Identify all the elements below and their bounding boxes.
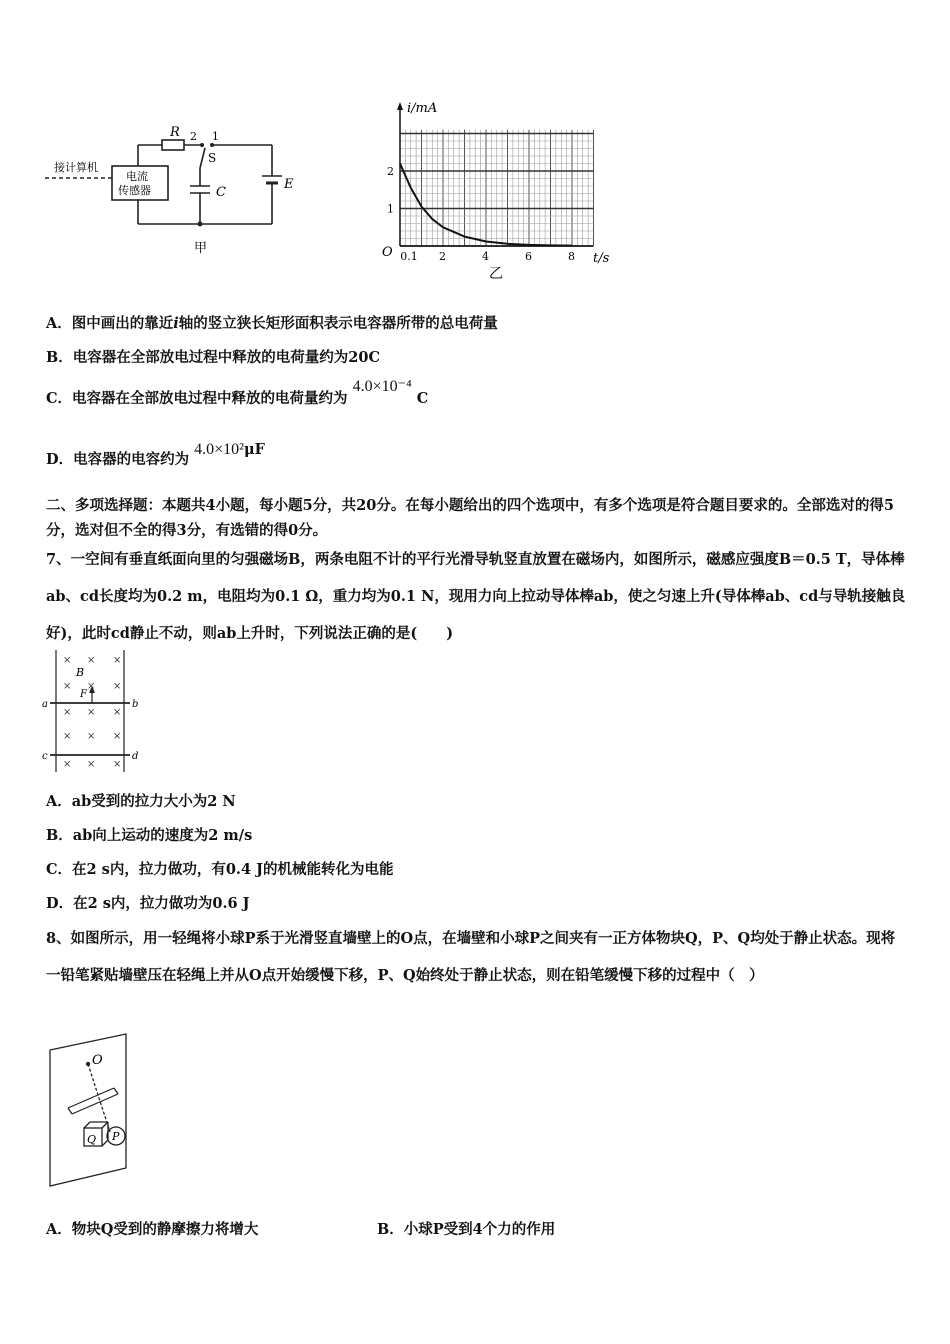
y-tick-label: 1 xyxy=(387,202,394,216)
label-Q: Q xyxy=(87,1133,97,1146)
q6-option-c: C．电容器在全部放电过程中释放的电荷量约为 4.0×10⁻⁴ C xyxy=(46,378,429,407)
caption-jia: 甲 xyxy=(194,241,208,256)
point-O xyxy=(86,1062,90,1066)
q7-option-d: D．在2 s内，拉力做功为0.6 J xyxy=(46,895,250,912)
equation-capacitance: 4.0×10² xyxy=(194,441,244,458)
equation-charge: 4.0×10⁻⁴ xyxy=(352,378,412,395)
x-tick-label: 8 xyxy=(568,250,575,263)
field-cross-icon: × xyxy=(87,681,96,692)
label-C: C xyxy=(216,185,226,200)
label-2: 2 xyxy=(190,130,197,143)
label-a: a xyxy=(42,699,48,710)
label-b: b xyxy=(132,699,139,710)
label-R: R xyxy=(170,125,180,140)
label-F: F xyxy=(80,689,87,700)
label-computer: 接计算机 xyxy=(54,161,98,174)
terminal-2 xyxy=(200,143,204,147)
terminal-1 xyxy=(210,143,214,147)
q7-option-a: A．ab受到的拉力大小为2 N xyxy=(46,793,236,810)
rails-figure xyxy=(40,648,150,778)
field-cross-icon: × xyxy=(63,707,72,718)
x-axis-label: t/s xyxy=(593,251,610,266)
field-cross-icon: × xyxy=(87,707,96,718)
label-B: B xyxy=(76,666,85,679)
junction-dot xyxy=(198,222,203,227)
q6-option-a: A．图中画出的靠近i轴的竖立狭长矩形面积表示电容器所带的总电荷量 xyxy=(46,315,498,332)
field-cross-icon: × xyxy=(63,759,72,770)
caption-yi: 乙 xyxy=(489,266,503,282)
label-sensor-2: 传感器 xyxy=(118,184,151,197)
label-1: 1 xyxy=(212,130,219,143)
pencil-edge-2 xyxy=(72,1094,118,1114)
q8-option-a: A．物块Q受到的静摩擦力将增大 xyxy=(46,1221,259,1238)
x-tick-label: 4 xyxy=(482,250,489,263)
y-tick-label: 2 xyxy=(387,165,394,178)
field-cross-icon: × xyxy=(63,731,72,742)
resistor-R xyxy=(162,140,184,150)
q7-stem: 7、一空间有垂直纸面向里的匀强磁场B，两条电阻不计的平行光滑导轨竖直放置在磁场内，如图所示，磁感应强度B＝0.5 T，导体棒ab、cd长度均为0.2 m，电阻均为0.1 Ω，重力均为0.1 N，现用力向上拉动导体棒ab，使之匀速上升(导体棒ab、cd与导轨接触良好)，此时cd静止不动，则ab上升时，下列说法正确的是( ) xyxy=(46,551,906,642)
wall xyxy=(50,1034,126,1186)
q6-option-b: B．电容器在全部放电过程中释放的电荷量约为20C xyxy=(46,349,380,366)
q7-option-c: C．在2 s内，拉力做功，有0.4 J的机械能转化为电能 xyxy=(46,861,394,878)
label-S: S xyxy=(208,151,217,165)
circuit-figure xyxy=(40,120,310,260)
discharge-curve-chart xyxy=(375,96,635,286)
field-cross-icon: × xyxy=(63,681,72,692)
field-cross-icon: × xyxy=(113,707,122,718)
q8-stem: 8、如图所示，用一轻绳将小球P系于光滑竖直墙壁上的O点，在墙壁和小球P之间夹有一正方体物块Q，P、Q均处于静止状态。现将一铅笔紧贴墙壁压在轻绳上并从O点开始缓慢下移，P、Q始终处于静止状态，则在铅笔缓慢下移的过程中（ ） xyxy=(46,930,896,984)
label-P: P xyxy=(112,1130,120,1143)
label-d: d xyxy=(132,751,139,762)
label-O: O xyxy=(92,1053,103,1068)
field-cross-icon: × xyxy=(113,731,122,742)
field-cross-icon: × xyxy=(87,731,96,742)
switch-S xyxy=(200,148,205,168)
origin-label: O xyxy=(382,245,393,260)
x-tick-label: 0.1 xyxy=(400,250,418,263)
pencil-edge-1 xyxy=(68,1088,114,1108)
y-axis-arrow xyxy=(397,102,403,110)
label-sensor-1: 电流 xyxy=(126,170,148,183)
wall-ball-figure xyxy=(40,1030,140,1195)
q6-option-d: D．电容器的电容约为 4.0×10²μF xyxy=(46,441,265,468)
x-tick-label: 2 xyxy=(439,250,446,263)
field-cross-icon: × xyxy=(113,681,122,692)
field-cross-icon: × xyxy=(87,655,96,666)
label-E: E xyxy=(284,177,294,192)
field-cross-icon: × xyxy=(63,655,72,666)
field-cross-icon: × xyxy=(113,655,122,666)
label-c: c xyxy=(42,751,48,762)
section-2-heading: 二、多项选择题：本题共4小题，每小题5分，共20分。在每小题给出的四个选项中，有多个选项是符合题目要求的。全部选对的得5分，选对但不全的得3分，有选错的得0分。 xyxy=(46,497,894,539)
y-axis-label: i/mA xyxy=(407,101,438,116)
field-cross-icon: × xyxy=(87,759,96,770)
field-cross-icon: × xyxy=(113,759,122,770)
x-tick-label: 6 xyxy=(525,250,532,263)
q7-option-b: B．ab向上运动的速度为2 m/s xyxy=(46,827,253,844)
q8-option-b: B．小球P受到4个力的作用 xyxy=(377,1221,556,1238)
